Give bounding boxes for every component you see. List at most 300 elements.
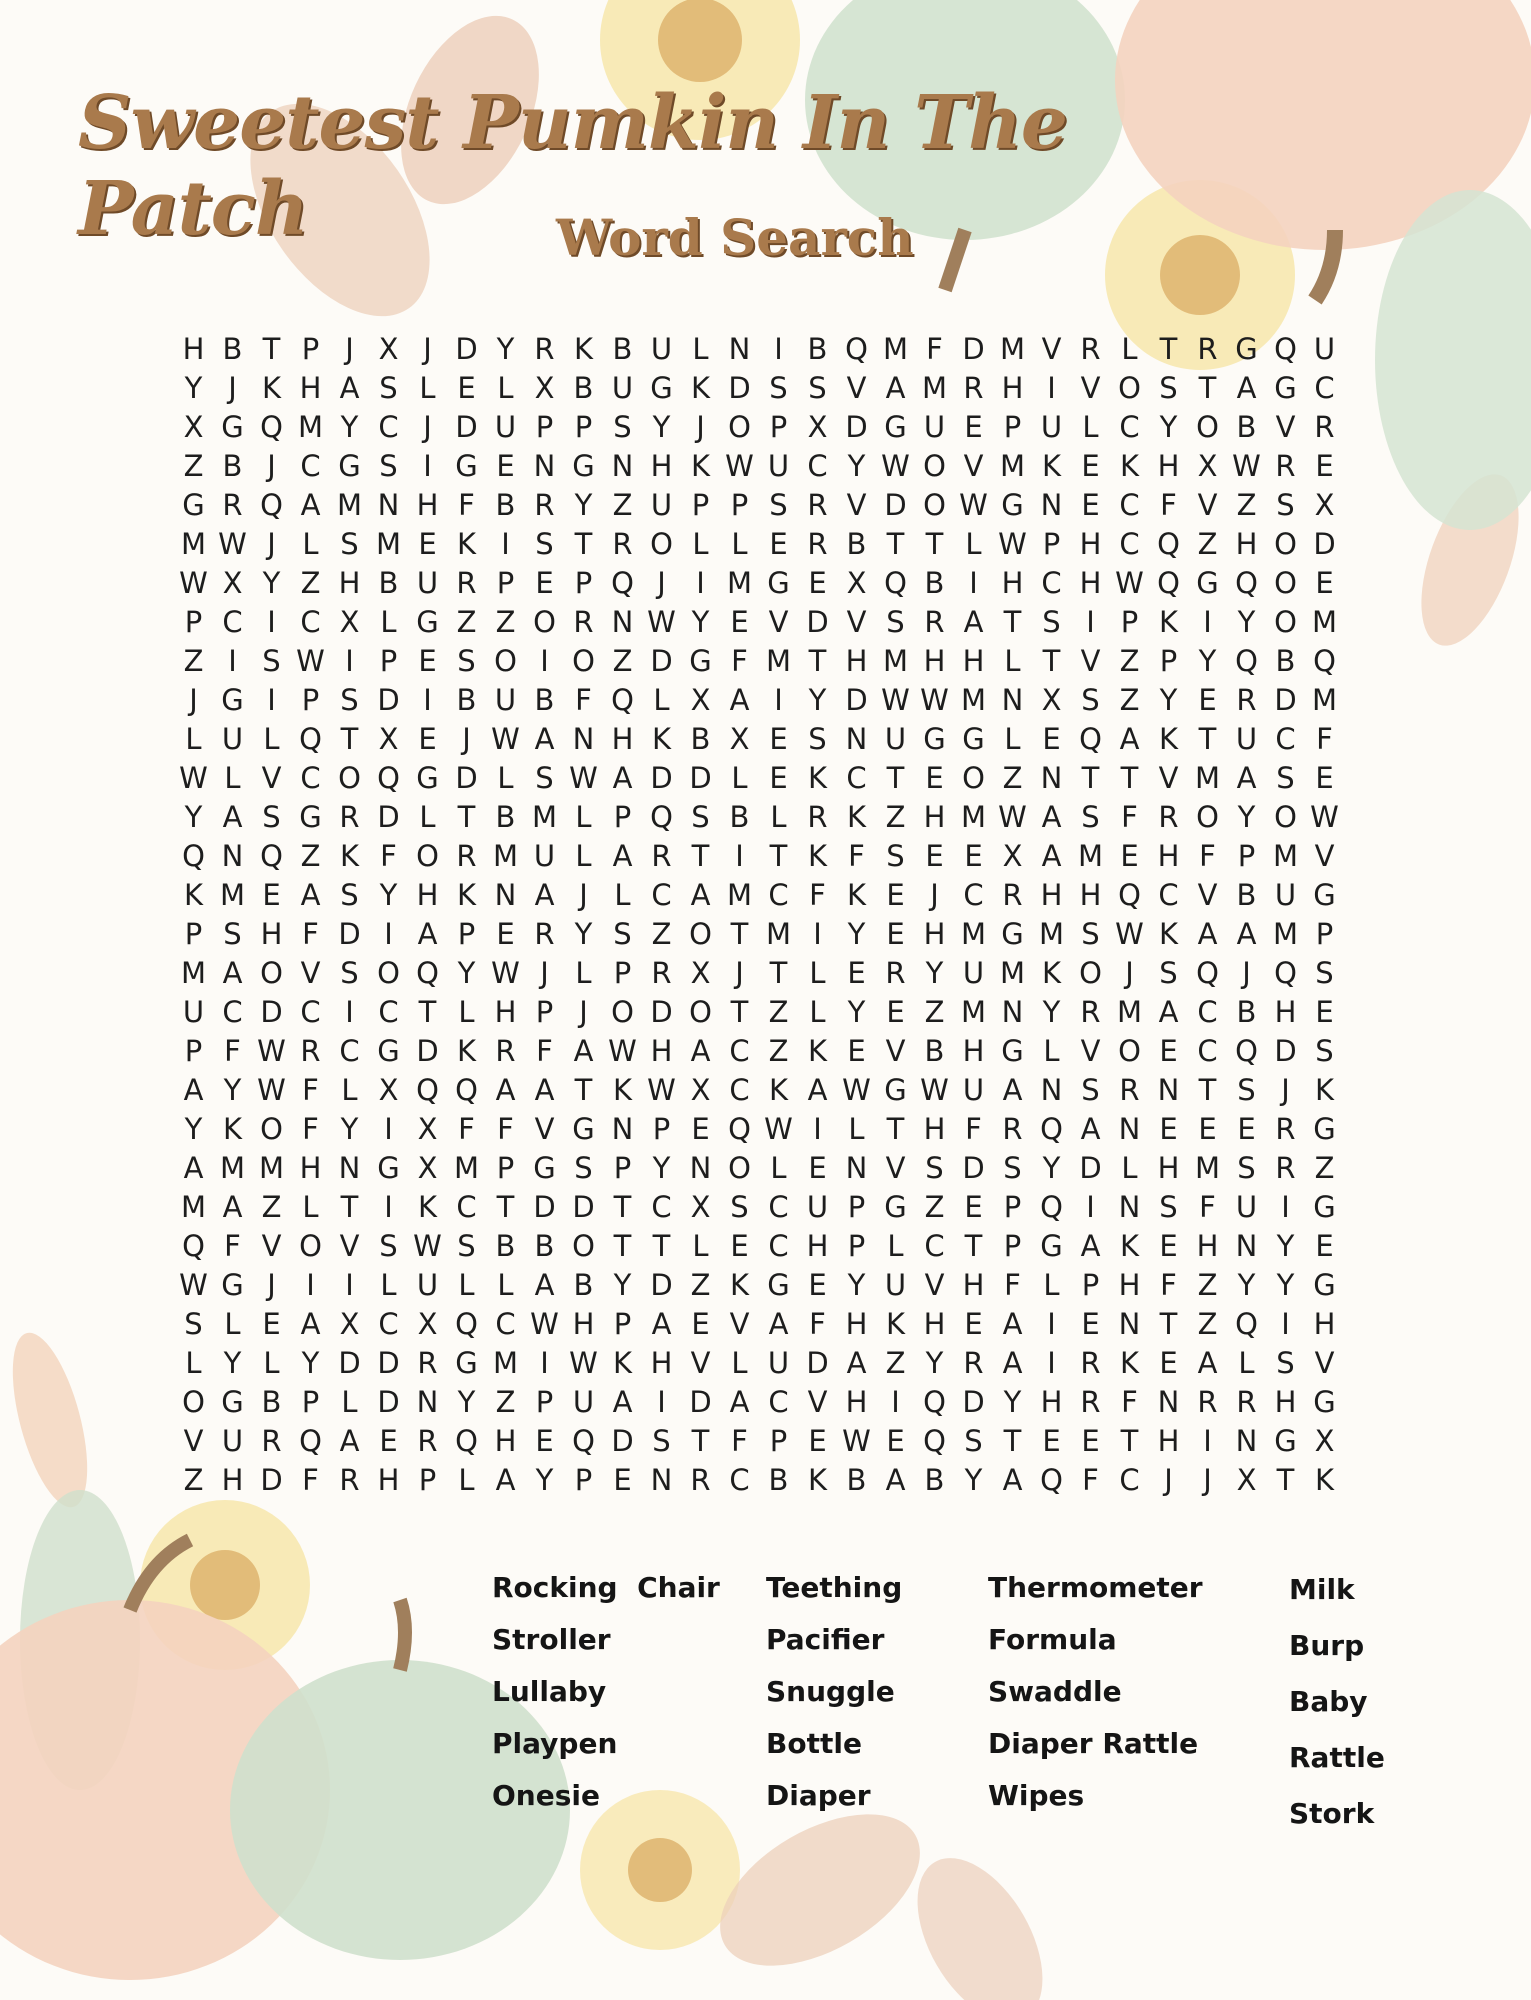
grid-letter: I [657,1385,666,1419]
grid-letter: E [808,1268,827,1302]
grid-letter: P [1081,1268,1100,1302]
grid-letter: Y [847,917,866,951]
grid-letter: L [380,605,397,639]
grid-letter: Z [1119,644,1140,678]
grid-letter: G [923,722,946,756]
grid-letter: F [1160,1268,1177,1302]
word-item: Milk [1289,1573,1355,1606]
grid-letter: P [1237,839,1256,873]
grid-letter: H [845,1307,868,1341]
grid-letter: R [495,1034,516,1068]
grid-letter: L [185,1346,202,1380]
grid-letter: H [923,917,946,951]
grid-letter: E [808,1151,827,1185]
grid-letter: G [338,449,361,483]
grid-letter: M [960,917,987,951]
grid-letter: Q [1274,956,1297,990]
grid-letter: E [496,449,515,483]
grid-letter: N [1040,761,1063,795]
grid-letter: A [300,1307,321,1341]
grid-letter: H [260,917,283,951]
grid-letter: K [1119,1229,1140,1263]
grid-letter: Y [535,1463,554,1497]
grid-letter: U [962,956,985,990]
grid-letter: G [377,1034,400,1068]
grid-letter: R [534,332,555,366]
grid-letter: L [458,1463,475,1497]
grid-letter: P [535,410,554,444]
grid-letter: D [338,917,361,951]
grid-letter: W [218,527,247,561]
page-subtitle: Word Search [556,208,914,267]
grid-letter: Y [1237,1268,1256,1302]
grid-letter: P [847,1190,866,1224]
grid-letter: S [1081,683,1100,717]
grid-letter: E [925,839,944,873]
grid-letter: X [339,1307,360,1341]
grid-letter: X [729,722,750,756]
grid-letter: Z [1197,1268,1218,1302]
grid-letter: F [458,488,475,522]
grid-letter: Y [1003,1385,1022,1419]
grid-letter: M [180,1190,207,1224]
grid-letter: P [1003,410,1022,444]
grid-letter: Y [652,410,671,444]
grid-letter: S [1003,1151,1022,1185]
grid-letter: G [1313,1268,1336,1302]
grid-letter: E [1159,1229,1178,1263]
grid-letter: L [497,371,514,405]
grid-letter: G [1196,566,1219,600]
grid-letter: N [689,1151,712,1185]
grid-letter: Y [1276,1268,1295,1302]
grid-letter: T [574,1073,593,1107]
grid-letter: L [302,527,319,561]
grid-letter: K [456,878,477,912]
grid-letter: G [455,1346,478,1380]
grid-letter: N [845,1151,868,1185]
grid-letter: O [260,956,283,990]
grid-letter: R [1080,1385,1101,1419]
grid-letter: A [573,1034,594,1068]
grid-letter: C [963,878,984,912]
grid-letter: J [696,410,705,444]
grid-letter: A [534,878,555,912]
grid-letter: W [920,1073,949,1107]
grid-letter: F [497,1112,514,1146]
word-list-column-1 [492,1562,720,1822]
grid-letter: L [1082,410,1099,444]
grid-letter: C [456,1190,477,1224]
grid-letter: N [1118,1307,1141,1341]
grid-letter: H [806,1229,829,1263]
grid-letter: P [301,683,320,717]
grid-letter: Y [574,488,593,522]
grid-letter: S [1315,1034,1334,1068]
grid-letter: I [1203,605,1212,639]
grid-letter: O [377,956,400,990]
grid-letter: O [689,917,712,951]
grid-letter: K [612,1346,633,1380]
grid-letter: N [221,839,244,873]
grid-letter: H [1001,566,1024,600]
grid-letter: T [691,839,710,873]
grid-letter: J [189,683,198,717]
grid-letter: I [696,566,705,600]
grid-letter: F [224,1229,241,1263]
grid-letter: C [768,1229,789,1263]
grid-letter: S [1081,1073,1100,1107]
grid-letter: B [573,371,594,405]
grid-letter: K [768,1073,789,1107]
grid-letter: M [1272,839,1299,873]
grid-letter: D [806,1346,829,1380]
grid-letter: A [768,1307,789,1341]
grid-letter: B [534,1229,555,1263]
grid-letter: Y [1159,410,1178,444]
grid-letter: C [339,1034,360,1068]
grid-letter: M [219,878,246,912]
grid-letter: C [807,449,828,483]
grid-letter: H [650,1346,673,1380]
grid-letter: E [886,1424,905,1458]
grid-letter: R [924,605,945,639]
grid-letter: G [884,410,907,444]
grid-letter: Y [847,1268,866,1302]
grid-letter: N [1157,1385,1180,1419]
grid-letter: D [962,1385,985,1419]
word-item: Formula [988,1623,1117,1656]
grid-letter: U [884,1268,907,1302]
grid-letter: A [612,761,633,795]
grid-letter: A [885,371,906,405]
grid-letter: Q [884,566,907,600]
word-item: Baby [1289,1685,1368,1718]
grid-letter: F [302,1112,319,1146]
grid-letter: E [691,1112,710,1146]
grid-letter: L [575,800,592,834]
grid-letter: N [611,1112,634,1146]
grid-letter: R [300,1034,321,1068]
grid-letter: L [692,527,709,561]
grid-letter: L [341,1385,358,1419]
grid-letter: U [416,566,439,600]
grid-letter: F [302,917,319,951]
grid-letter: Q [299,722,322,756]
grid-letter: C [1314,371,1335,405]
grid-letter: Q [1313,644,1336,678]
grid-letter: E [1081,1424,1100,1458]
grid-letter: K [222,1112,243,1146]
grid-letter: B [612,332,633,366]
grid-letter: G [221,1268,244,1302]
grid-letter: S [457,1229,476,1263]
grid-letter: P [379,644,398,678]
grid-letter: M [960,995,987,1029]
grid-letter: I [228,644,237,678]
grid-letter: J [1164,1463,1173,1497]
grid-letter: O [1196,800,1219,834]
grid-letter: Z [1197,527,1218,561]
grid-letter: D [377,683,400,717]
grid-letter: K [1158,917,1179,951]
grid-letter: A [300,878,321,912]
grid-letter: A [417,917,438,951]
grid-letter: Z [300,566,321,600]
grid-letter: E [418,722,437,756]
grid-letter: Q [260,488,283,522]
grid-letter: I [813,1112,822,1146]
grid-letter: N [1235,1229,1258,1263]
grid-letter: E [769,722,788,756]
grid-letter: B [846,527,867,561]
grid-letter: W [530,1307,559,1341]
grid-letter: Y [223,1073,242,1107]
grid-letter: J [267,1268,276,1302]
grid-letter: K [807,761,828,795]
grid-letter: E [1315,449,1334,483]
grid-letter: Y [223,1346,242,1380]
grid-letter: V [1080,371,1101,405]
grid-letter: J [462,722,471,756]
grid-letter: I [345,1268,354,1302]
grid-letter: G [1040,1229,1063,1263]
grid-letter: L [575,956,592,990]
grid-letter: C [651,878,672,912]
grid-letter: F [224,1034,241,1068]
grid-letter: N [1118,1190,1141,1224]
word-list-column-3 [988,1562,1203,1822]
grid-letter: A [963,605,984,639]
grid-letter: B [807,332,828,366]
grid-letter: U [611,371,634,405]
grid-letter: Y [184,800,203,834]
grid-letter: T [1120,1424,1139,1458]
grid-letter: L [809,995,826,1029]
grid-letter: Q [455,1307,478,1341]
grid-letter: P [574,1463,593,1497]
grid-letter: D [377,800,400,834]
grid-letter: X [690,1073,711,1107]
grid-letter: F [848,839,865,873]
grid-letter: S [535,761,554,795]
word-item: Lullaby [492,1675,607,1708]
grid-letter: B [261,1385,282,1419]
grid-letter: Y [691,605,710,639]
grid-letter: U [767,1346,790,1380]
grid-letter: T [1159,1307,1178,1341]
grid-letter: N [377,488,400,522]
grid-letter: U [494,410,517,444]
grid-letter: L [458,995,475,1029]
grid-letter: T [613,1190,632,1224]
grid-letter: S [769,488,788,522]
grid-letter: Z [456,605,477,639]
grid-letter: R [573,605,594,639]
grid-letter: A [222,1190,243,1224]
grid-letter: G [1313,1112,1336,1146]
grid-letter: Y [1042,1151,1061,1185]
grid-letter: W [842,1424,871,1458]
grid-letter: W [998,800,1027,834]
grid-letter: R [1080,995,1101,1029]
grid-letter: C [1197,995,1218,1029]
grid-letter: G [572,449,595,483]
grid-letter: V [1275,410,1296,444]
grid-letter: E [1081,1307,1100,1341]
grid-letter: E [1159,1112,1178,1146]
grid-letter: H [494,995,517,1029]
grid-letter: O [611,995,634,1029]
grid-letter: E [769,761,788,795]
grid-letter: V [924,1268,945,1302]
grid-letter: J [735,956,744,990]
grid-letter: A [495,1463,516,1497]
grid-letter: O [416,839,439,873]
grid-letter: E [847,1034,866,1068]
grid-letter: R [1158,800,1179,834]
grid-letter: C [222,605,243,639]
grid-letter: P [184,605,203,639]
word-item: Onesie [492,1779,600,1812]
grid-letter: G [1001,488,1024,522]
grid-letter: S [808,371,827,405]
grid-letter: E [1042,1424,1061,1458]
grid-letter: P [457,917,476,951]
grid-letter: T [769,839,788,873]
grid-letter: I [345,644,354,678]
grid-letter: R [1080,332,1101,366]
grid-letter: I [540,644,549,678]
grid-letter: R [1275,1112,1296,1146]
grid-letter: T [886,1112,905,1146]
grid-letter: K [1314,1463,1335,1497]
grid-letter: W [881,683,910,717]
grid-letter: B [924,566,945,600]
grid-letter: D [962,332,985,366]
grid-letter: L [185,722,202,756]
grid-letter: E [964,839,983,873]
grid-letter: R [1197,1385,1218,1419]
grid-letter: H [611,722,634,756]
grid-letter: R [651,956,672,990]
grid-letter: B [1275,644,1296,678]
grid-letter: P [496,566,515,600]
grid-letter: H [572,1307,595,1341]
grid-letter: E [964,1307,983,1341]
grid-letter: G [1235,332,1258,366]
grid-letter: K [1119,449,1140,483]
grid-letter: R [807,488,828,522]
grid-letter: B [846,1463,867,1497]
grid-letter: V [1314,839,1335,873]
grid-letter: V [729,1307,750,1341]
grid-letter: M [1194,1151,1221,1185]
grid-letter: H [1079,566,1102,600]
grid-letter: U [650,332,673,366]
grid-letter: F [302,1463,319,1497]
grid-letter: L [419,800,436,834]
grid-letter: J [423,410,432,444]
grid-letter: X [417,1112,438,1146]
grid-letter: Z [651,917,672,951]
grid-letter: M [336,488,363,522]
grid-letter: K [690,449,711,483]
grid-letter: Q [1157,566,1180,600]
grid-letter: D [455,410,478,444]
grid-letter: M [999,956,1026,990]
grid-letter: F [1160,488,1177,522]
grid-letter: G [221,1385,244,1419]
grid-letter: Z [924,995,945,1029]
grid-letter: A [222,956,243,990]
grid-letter: T [1198,722,1217,756]
grid-letter: H [1040,878,1063,912]
grid-letter: G [455,449,478,483]
grid-letter: H [1157,839,1180,873]
word-item: Wipes [988,1779,1085,1812]
grid-letter: T [730,917,749,951]
grid-letter: Y [184,371,203,405]
grid-letter: F [302,1073,319,1107]
grid-letter: D [845,410,868,444]
grid-letter: O [572,644,595,678]
grid-letter: M [726,566,753,600]
grid-letter: T [964,1229,983,1263]
grid-letter: V [1080,1034,1101,1068]
grid-letter: I [1281,1307,1290,1341]
grid-letter: H [1196,1229,1219,1263]
grid-letter: G [650,371,673,405]
grid-letter: L [497,761,514,795]
grid-letter: Q [923,1385,946,1419]
grid-letter: K [456,1034,477,1068]
grid-letter: C [1197,1034,1218,1068]
grid-letter: I [345,995,354,1029]
grid-letter: Q [1040,1190,1063,1224]
grid-letter: F [1082,1463,1099,1497]
grid-letter: F [1004,1268,1021,1302]
grid-letter: Y [925,956,944,990]
grid-letter: M [492,839,519,873]
grid-letter: K [885,1307,906,1341]
grid-letter: G [1001,917,1024,951]
grid-letter: G [299,800,322,834]
grid-letter: A [339,371,360,405]
grid-letter: C [729,1463,750,1497]
grid-letter: V [768,605,789,639]
grid-letter: C [924,1229,945,1263]
grid-letter: M [765,917,792,951]
grid-letter: Q [1274,332,1297,366]
grid-letter: R [807,800,828,834]
grid-letter: J [579,878,588,912]
grid-letter: Z [612,488,633,522]
grid-letter: W [881,449,910,483]
grid-letter: Q [1118,878,1141,912]
word-item: Stroller [492,1623,611,1656]
grid-letter: M [765,644,792,678]
grid-letter: E [886,995,905,1029]
grid-letter: A [1002,1463,1023,1497]
grid-letter: H [1157,1151,1180,1185]
grid-letter: K [183,878,204,912]
grid-letter: S [1159,1190,1178,1224]
grid-letter: R [1236,1385,1257,1419]
grid-letter: R [222,488,243,522]
grid-letter: T [340,722,359,756]
grid-letter: U [767,449,790,483]
